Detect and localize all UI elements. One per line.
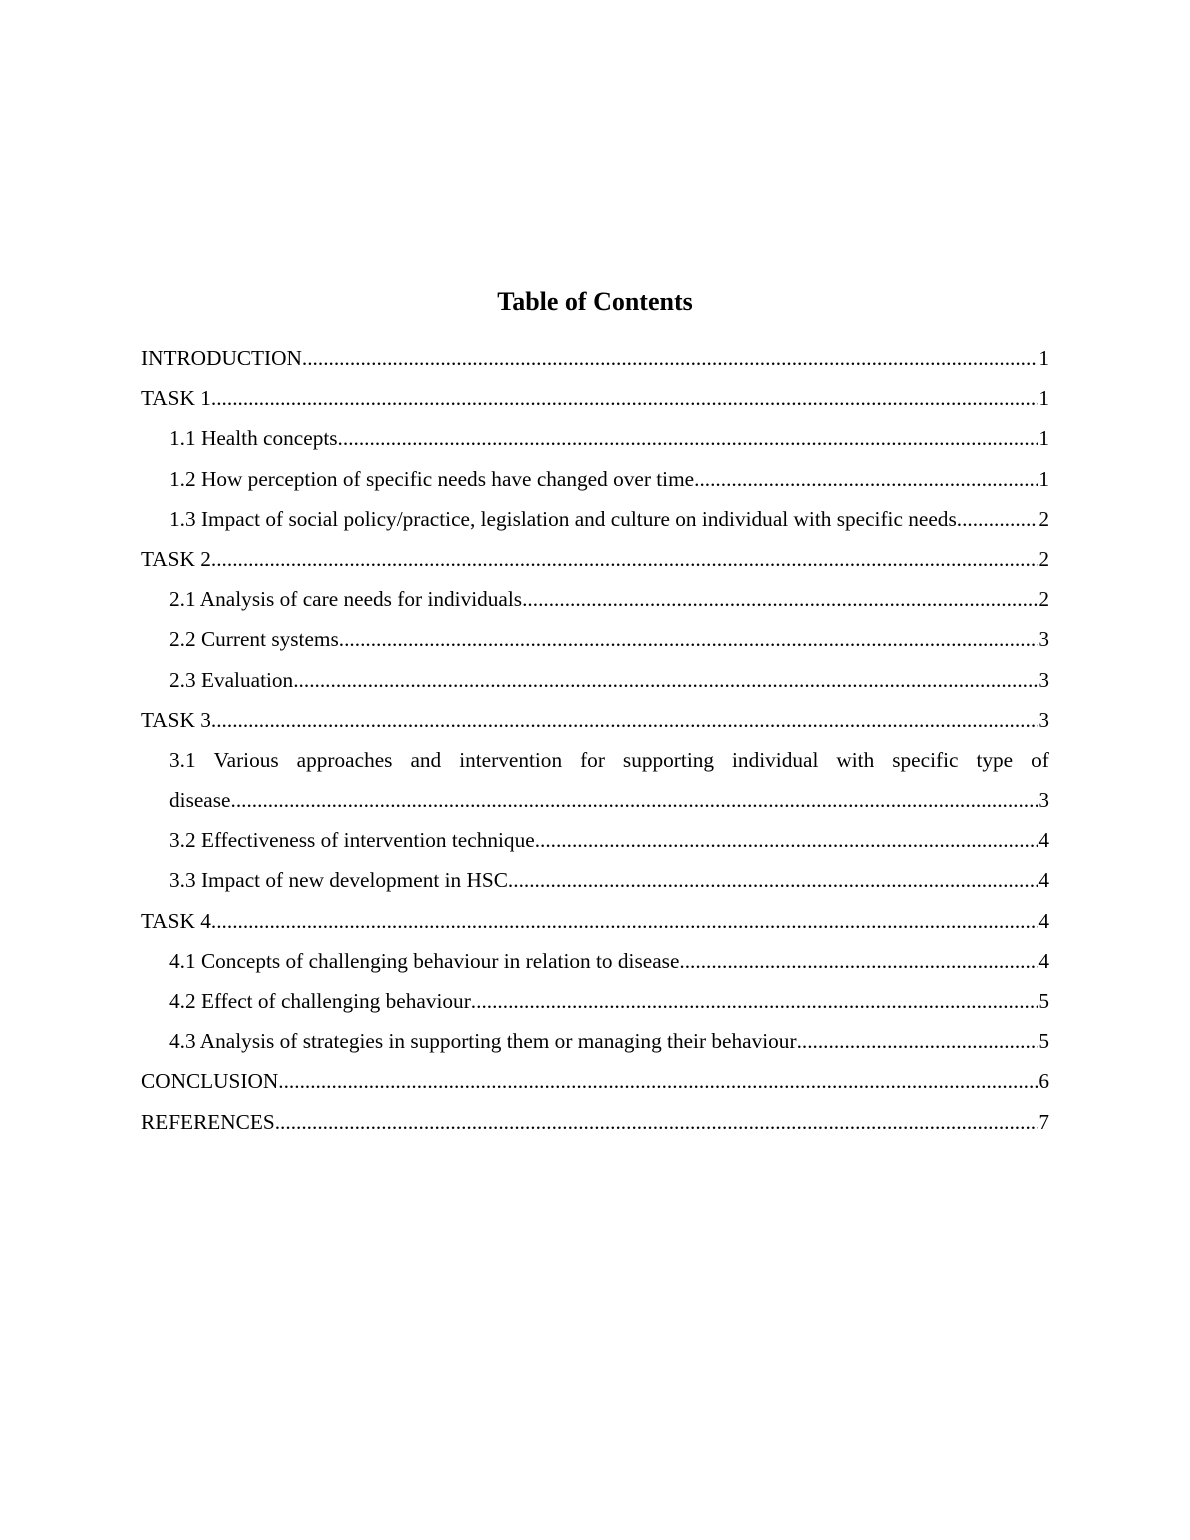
toc-title: Table of Contents [497,287,693,316]
toc-entry-references[interactable] [141,1102,1049,1142]
dot-leader [275,1102,1039,1142]
dot-leader [694,459,1038,499]
toc-word: Various [213,747,279,772]
dot-leader [679,941,1038,981]
toc-entry-task-3[interactable] [141,700,1049,740]
toc-entry-1-2[interactable] [141,459,1049,499]
toc-entry-3-1[interactable] [141,740,1049,820]
toc-entry-label-end: disease [169,788,231,813]
toc-word: 3.1 [169,747,196,772]
toc-entry-conclusion[interactable] [141,1061,1049,1101]
toc-entry-page-number: 4 [1038,828,1049,853]
toc-entry-label: 2.3 Evaluation [169,667,294,692]
toc-word: approaches [296,747,393,772]
dot-leader [211,378,1038,418]
toc-word: intervention [459,747,563,772]
toc-entry-page-number: 2 [1038,546,1049,571]
toc-entry-label: 1.3 Impact of social policy/practice, legislation and culture on individual with specific needs [169,506,957,531]
toc-entry-page-number: 1 [1038,386,1049,411]
toc-word: specific [892,747,959,772]
toc-entry-page-number: 4 [1038,868,1049,893]
toc-entry-1-1[interactable] [141,418,1049,458]
toc-list [141,338,1049,1142]
toc-word: and [410,747,442,772]
dot-leader [508,860,1038,900]
toc-entry-label: TASK 1 [141,386,211,411]
toc-entry-page-number: 3 [1038,627,1049,652]
toc-entry-label: 4.3 Analysis of strategies in supporting them or managing their behaviour [169,1029,797,1054]
toc-entry-2-2[interactable] [141,619,1049,659]
dot-leader [302,338,1038,378]
toc-entry-task-1[interactable] [141,378,1049,418]
toc-entry-task-4[interactable] [141,901,1049,941]
toc-entry-4-2[interactable] [141,981,1049,1021]
toc-entry-label: TASK 3 [141,707,211,732]
toc-word: supporting [622,747,715,772]
toc-entry-3-2[interactable] [141,820,1049,860]
toc-entry-page-number: 4 [1038,908,1049,933]
dot-leader [211,901,1038,941]
toc-entry-3-3[interactable] [141,860,1049,900]
dot-leader [339,619,1039,659]
toc-entry-2-1[interactable] [141,579,1049,619]
dot-leader [278,1061,1038,1101]
toc-entry-page-number: 2 [1038,587,1049,612]
dot-leader [211,700,1038,740]
toc-word: with [836,747,875,772]
dot-leader [471,981,1039,1021]
toc-entry-2-3[interactable] [141,660,1049,700]
toc-entry-introduction[interactable] [141,338,1049,378]
toc-entry-label: REFERENCES [141,1109,275,1134]
toc-entry-page-number: 4 [1038,948,1049,973]
toc-entry-task-2[interactable] [141,539,1049,579]
dot-leader [535,820,1039,860]
toc-entry-label: 4.1 Concepts of challenging behaviour in relation to disease [169,948,680,973]
dot-leader [293,660,1038,700]
toc-entry-page-number: 1 [1038,426,1049,451]
toc-entry-1-3[interactable] [141,499,1049,539]
toc-entry-page-number: 5 [1038,1029,1049,1054]
toc-entry-page-number: 6 [1038,1069,1049,1094]
toc-entry-label: TASK 4 [141,908,211,933]
dot-leader [231,780,1039,820]
toc-entry-label: 2.2 Current systems [169,627,339,652]
dot-leader [797,1021,1039,1061]
toc-entry-4-3[interactable] [141,1021,1049,1061]
dot-leader [338,418,1039,458]
dot-leader [522,579,1038,619]
toc-entry-label: 3.3 Impact of new development in HSC [169,868,508,893]
dot-leader [957,499,1039,539]
toc-word: type [976,747,1014,772]
toc-entry-label-line-2 [169,780,1049,820]
dot-leader [211,539,1038,579]
toc-entry-label: 1.1 Health concepts [169,426,338,451]
toc-entry-label: INTRODUCTION [141,346,302,370]
toc-entry-label: 1.2 How perception of specific needs have changed over time [169,466,695,491]
toc-entry-label: 3.2 Effectiveness of intervention technique [169,828,535,853]
toc-entry-label: CONCLUSION [141,1069,279,1094]
toc-entry-page-number: 1 [1038,466,1049,491]
toc-entry-page-number: 2 [1038,506,1049,531]
toc-word: of [1031,747,1049,772]
toc-entry-label: 4.2 Effect of challenging behaviour [169,989,471,1013]
toc-entry-label-line-1 [169,740,1049,780]
toc-entry-page-number: 3 [1038,707,1049,732]
toc-entry-label: 2.1 Analysis of care needs for individuals [169,587,523,612]
toc-entry-page-number: 5 [1038,989,1049,1013]
toc-entry-page-number: 3 [1038,667,1049,692]
toc-word: individual [732,747,819,772]
toc-entry-4-1[interactable] [141,941,1049,981]
toc-entry-label: TASK 2 [141,546,211,571]
toc-entry-page-number: 1 [1038,346,1049,370]
toc-word: for [580,747,605,772]
toc-entry-page-number: 3 [1038,788,1049,813]
toc-entry-page-number: 7 [1038,1109,1049,1134]
